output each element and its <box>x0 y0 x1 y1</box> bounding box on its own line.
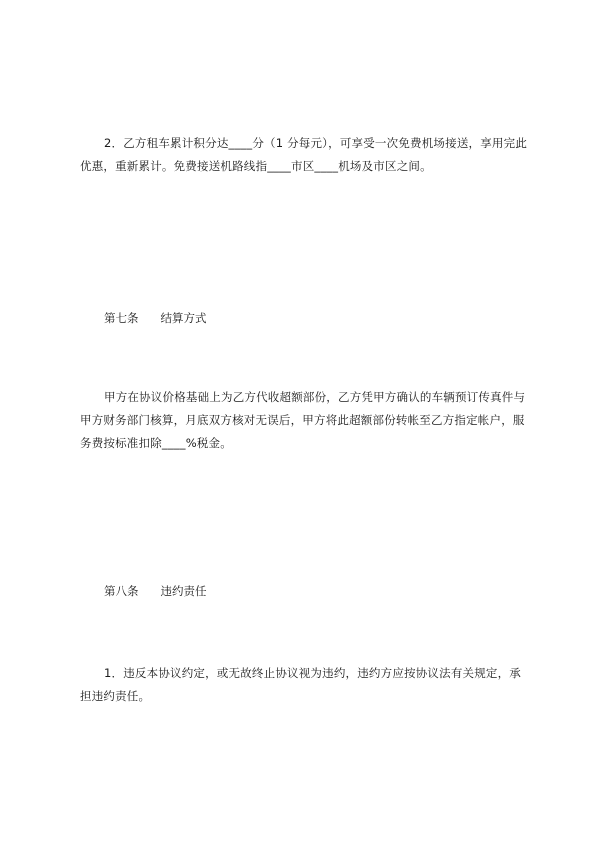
article-7-body-paragraph: 甲方在协议价格基础上为乙方代收超额部份，乙方凭甲方确认的车辆预订传真件与甲方财务部门核算，月底双方核对无误后，甲方将此超额部份转帐至乙方指定帐户，服务费按标准扣除____%税金。 <box>80 390 526 450</box>
article-8-number: 第八条 <box>104 584 139 598</box>
article-8-title: 违约责任 <box>160 584 207 598</box>
article-7-heading <box>104 307 207 330</box>
clause-2-paragraph: 2．乙方租车累计积分达____分（1 分每元），可享受一次免费机场接送，享用完此优惠，重新累计。免费接送机路线指____市区____机场及市区之间。 <box>80 136 528 173</box>
article-8-clause-1-paragraph: 1．违反本协议约定，或无故终止协议视为违约，违约方应按协议法有关规定，承担违约责任。 <box>80 666 522 703</box>
article-7-title: 结算方式 <box>160 311 207 325</box>
article-7-number: 第七条 <box>104 311 139 325</box>
article-8-heading <box>104 580 207 603</box>
